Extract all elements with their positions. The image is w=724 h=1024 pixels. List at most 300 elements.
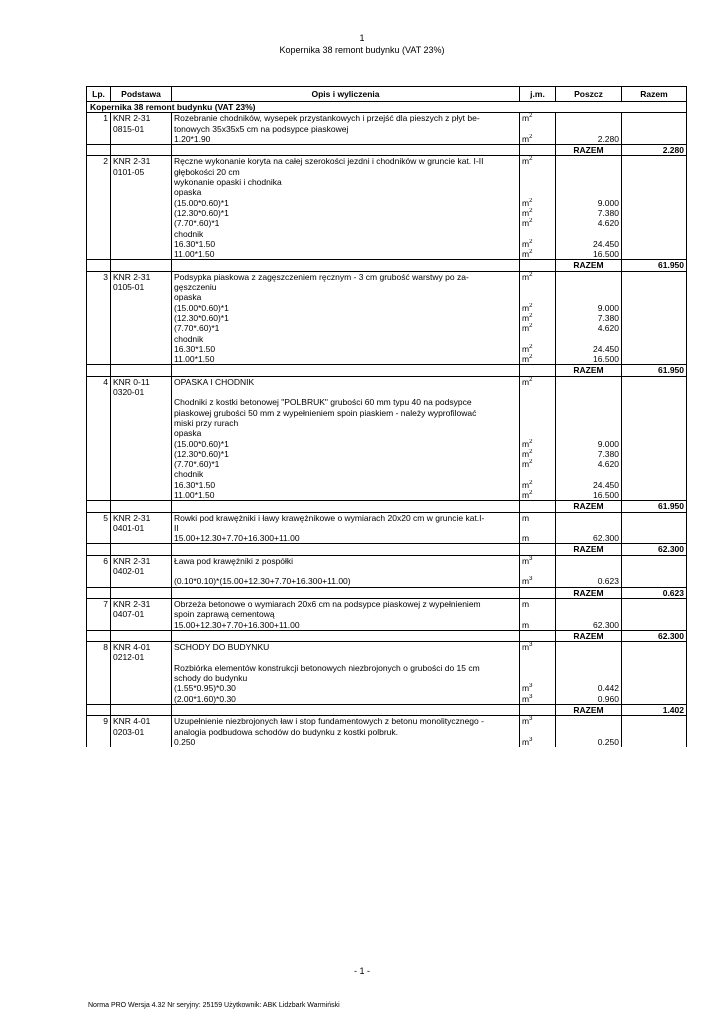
razem-row bbox=[87, 145, 687, 156]
table-row bbox=[87, 344, 687, 354]
unit-exponent: 2 bbox=[529, 438, 533, 445]
empty-cell bbox=[87, 469, 111, 479]
unit-symbol: m bbox=[522, 133, 530, 144]
empty-cell bbox=[111, 354, 172, 365]
empty-cell bbox=[111, 620, 172, 631]
empty-cell bbox=[87, 523, 111, 533]
position-basis: KNR 2-31 bbox=[111, 555, 172, 566]
position-description: Obrzeża betonowe o wymiarach 20x6 cm na podsypce piaskowej z wypełnieniem bbox=[172, 598, 520, 609]
empty-cell bbox=[111, 501, 172, 512]
empty-cell bbox=[172, 260, 520, 271]
partial-value: 2.280 bbox=[556, 134, 622, 145]
empty-cell bbox=[87, 439, 111, 449]
partial-value bbox=[556, 428, 622, 438]
partial-value bbox=[556, 124, 622, 134]
table-row bbox=[87, 218, 687, 228]
partial-value: 4.620 bbox=[556, 459, 622, 469]
empty-cell bbox=[87, 630, 111, 641]
razem-label: RAZEM bbox=[556, 145, 622, 156]
razem-row bbox=[87, 630, 687, 641]
unit-cell bbox=[520, 271, 556, 282]
position-description: (1.55*0.95)*0.30 bbox=[172, 683, 520, 693]
partial-value bbox=[556, 555, 622, 566]
partial-value: 16.500 bbox=[556, 354, 622, 365]
unit-exponent: 2 bbox=[529, 313, 533, 320]
position-basis: KNR 4-01 bbox=[111, 642, 172, 653]
unit-cell bbox=[520, 208, 556, 218]
unit-symbol: m bbox=[522, 323, 530, 334]
empty-cell bbox=[622, 229, 687, 239]
unit-symbol: m bbox=[522, 113, 530, 124]
empty-cell bbox=[87, 208, 111, 218]
unit-cell bbox=[520, 292, 556, 302]
position-description: spoin zaprawą cementową bbox=[172, 609, 520, 619]
partial-value: 62.300 bbox=[556, 533, 622, 544]
unit-symbol: m bbox=[522, 197, 530, 208]
table-row bbox=[87, 598, 687, 609]
empty-cell bbox=[87, 260, 111, 271]
partial-value bbox=[556, 566, 622, 576]
unit-cell bbox=[520, 449, 556, 459]
empty-cell bbox=[87, 249, 111, 260]
empty-cell bbox=[622, 113, 687, 124]
partial-value: 0.250 bbox=[556, 737, 622, 747]
empty-cell bbox=[622, 727, 687, 737]
unit-symbol: m bbox=[522, 736, 530, 747]
empty-cell bbox=[622, 642, 687, 653]
position-description: (7.70*.60)*1 bbox=[172, 323, 520, 333]
position-description: SCHODY DO BUDYNKU bbox=[172, 642, 520, 653]
position-number: 6 bbox=[87, 555, 111, 566]
position-basis: KNR 0-11 bbox=[111, 376, 172, 387]
position-basis: 0105-01 bbox=[111, 282, 172, 292]
section-title: Kopernika 38 remont budynku (VAT 23%) bbox=[87, 102, 687, 113]
empty-cell bbox=[622, 167, 687, 177]
razem-total: 1.402 bbox=[622, 704, 687, 715]
empty-cell bbox=[87, 187, 111, 197]
table-row bbox=[87, 156, 687, 167]
position-description: (0.10*0.10)*(15.00+12.30+7.70+16.300+11.00) bbox=[172, 576, 520, 587]
position-description: 11.00*1.50 bbox=[172, 490, 520, 501]
unit-cell bbox=[520, 282, 556, 292]
unit-cell bbox=[520, 387, 556, 397]
position-basis: 0401-01 bbox=[111, 523, 172, 533]
empty-cell bbox=[87, 576, 111, 587]
position-number: 5 bbox=[87, 512, 111, 523]
empty-cell bbox=[622, 576, 687, 587]
empty-cell bbox=[87, 354, 111, 365]
partial-value: 9.000 bbox=[556, 303, 622, 313]
position-description: (2.00*1.60)*0.30 bbox=[172, 694, 520, 704]
empty-cell bbox=[87, 218, 111, 228]
position-basis: KNR 2-31 bbox=[111, 598, 172, 609]
unit-cell bbox=[520, 459, 556, 469]
position-description: chodnik bbox=[172, 334, 520, 344]
position-description: 11.00*1.50 bbox=[172, 249, 520, 260]
position-description: 16.30*1.50 bbox=[172, 480, 520, 490]
empty-cell bbox=[87, 408, 111, 418]
razem-row bbox=[87, 260, 687, 271]
unit-cell bbox=[520, 694, 556, 704]
unit-cell bbox=[520, 620, 556, 631]
table-body bbox=[87, 102, 687, 748]
empty-cell bbox=[87, 418, 111, 428]
position-basis: 0815-01 bbox=[111, 124, 172, 134]
unit-symbol: m bbox=[522, 302, 530, 313]
empty-cell bbox=[111, 587, 172, 598]
position-description: 16.30*1.50 bbox=[172, 239, 520, 249]
unit-cell bbox=[520, 727, 556, 737]
empty-cell bbox=[111, 480, 172, 490]
footer-page-label: - 1 - bbox=[353, 966, 370, 976]
empty-cell bbox=[111, 418, 172, 428]
empty-cell bbox=[87, 365, 111, 376]
position-description: (15.00*0.60)*1 bbox=[172, 439, 520, 449]
empty-cell bbox=[622, 566, 687, 576]
empty-cell bbox=[622, 480, 687, 490]
empty-cell bbox=[111, 673, 172, 683]
razem-total: 61.950 bbox=[622, 365, 687, 376]
table-row bbox=[87, 134, 687, 145]
table-row bbox=[87, 716, 687, 727]
position-description bbox=[172, 566, 520, 576]
empty-cell bbox=[87, 727, 111, 737]
unit-symbol: m bbox=[522, 218, 530, 229]
empty-cell bbox=[87, 566, 111, 576]
position-description: 11.00*1.50 bbox=[172, 354, 520, 365]
empty-cell bbox=[622, 533, 687, 544]
razem-row bbox=[87, 365, 687, 376]
empty-cell bbox=[87, 313, 111, 323]
partial-value bbox=[556, 397, 622, 407]
empty-cell bbox=[111, 292, 172, 302]
unit-symbol: m bbox=[522, 249, 530, 260]
empty-cell bbox=[111, 663, 172, 673]
position-number: 1 bbox=[87, 113, 111, 124]
unit-exponent: 2 bbox=[529, 354, 533, 361]
unit-exponent: 3 bbox=[529, 683, 533, 690]
empty-cell bbox=[87, 694, 111, 704]
unit-cell bbox=[520, 642, 556, 653]
column-header-description: Opis i wyliczenia bbox=[172, 87, 520, 102]
empty-cell bbox=[111, 533, 172, 544]
cost-estimate-table bbox=[86, 86, 687, 747]
empty-cell bbox=[172, 145, 520, 156]
empty-cell bbox=[87, 177, 111, 187]
partial-value bbox=[556, 292, 622, 302]
empty-cell bbox=[87, 303, 111, 313]
table-row bbox=[87, 620, 687, 631]
unit-exponent: 2 bbox=[529, 197, 533, 204]
empty-cell bbox=[172, 630, 520, 641]
position-number: 8 bbox=[87, 642, 111, 653]
position-basis: KNR 2-31 bbox=[111, 113, 172, 124]
unit-exponent: 2 bbox=[529, 156, 533, 163]
unit-cell bbox=[520, 249, 556, 260]
partial-value: 9.000 bbox=[556, 439, 622, 449]
position-description: (7.70*.60)*1 bbox=[172, 218, 520, 228]
empty-cell bbox=[87, 334, 111, 344]
partial-value: 0.960 bbox=[556, 694, 622, 704]
position-description: 15.00+12.30+7.70+16.300+11.00 bbox=[172, 620, 520, 631]
partial-value bbox=[556, 642, 622, 653]
empty-cell bbox=[87, 282, 111, 292]
table-row bbox=[87, 124, 687, 134]
position-number: 9 bbox=[87, 716, 111, 727]
position-description: (12.30*0.60)*1 bbox=[172, 449, 520, 459]
partial-value bbox=[556, 113, 622, 124]
table-row bbox=[87, 737, 687, 747]
partial-value bbox=[556, 167, 622, 177]
section-row bbox=[87, 102, 687, 113]
empty-cell bbox=[622, 673, 687, 683]
empty-cell bbox=[622, 652, 687, 662]
unit-cell bbox=[520, 313, 556, 323]
unit-cell bbox=[520, 480, 556, 490]
position-description: Rozbiórka elementów konstrukcji betonowych niezbrojonych o grubości do 15 cm bbox=[172, 663, 520, 673]
table-row bbox=[87, 292, 687, 302]
table-row bbox=[87, 576, 687, 587]
position-description: Rowki pod krawężniki i ławy krawężnikowe o wymiarach 20x20 cm w gruncie kat.I- bbox=[172, 512, 520, 523]
empty-cell bbox=[111, 344, 172, 354]
column-header-lp: Lp. bbox=[87, 87, 111, 102]
table-row bbox=[87, 523, 687, 533]
unit-cell bbox=[520, 397, 556, 407]
partial-value bbox=[556, 408, 622, 418]
partial-value: 7.380 bbox=[556, 313, 622, 323]
unit-exponent: 3 bbox=[529, 576, 533, 583]
position-description: (15.00*0.60)*1 bbox=[172, 198, 520, 208]
unit-cell bbox=[520, 229, 556, 239]
table-row bbox=[87, 727, 687, 737]
position-basis: KNR 2-31 bbox=[111, 156, 172, 167]
empty-cell bbox=[87, 652, 111, 662]
unit-cell bbox=[520, 124, 556, 134]
position-number: 4 bbox=[87, 376, 111, 387]
position-description: OPASKA I CHODNIK bbox=[172, 376, 520, 387]
unit-cell bbox=[520, 652, 556, 662]
empty-cell bbox=[87, 480, 111, 490]
partial-value: 24.450 bbox=[556, 344, 622, 354]
empty-cell bbox=[622, 490, 687, 501]
table-row bbox=[87, 459, 687, 469]
table-row bbox=[87, 387, 687, 397]
unit-symbol: m bbox=[522, 489, 530, 500]
unit-symbol: m bbox=[522, 533, 530, 544]
partial-value bbox=[556, 282, 622, 292]
table-row bbox=[87, 187, 687, 197]
empty-cell bbox=[111, 683, 172, 693]
unit-exponent: 3 bbox=[529, 736, 533, 743]
empty-cell bbox=[111, 313, 172, 323]
position-description: piaskowej grubości 50 mm z wypełnieniem spoin piaskiem - należy wyprofilować bbox=[172, 408, 520, 418]
unit-symbol: m bbox=[522, 448, 530, 459]
unit-cell bbox=[520, 354, 556, 365]
partial-value bbox=[556, 187, 622, 197]
empty-cell bbox=[520, 365, 556, 376]
table-row bbox=[87, 271, 687, 282]
unit-cell bbox=[520, 376, 556, 387]
unit-symbol: m bbox=[522, 354, 530, 365]
position-basis: 0402-01 bbox=[111, 566, 172, 576]
empty-cell bbox=[111, 239, 172, 249]
empty-cell bbox=[111, 134, 172, 145]
empty-cell bbox=[622, 208, 687, 218]
unit-cell bbox=[520, 134, 556, 145]
unit-exponent: 3 bbox=[529, 642, 533, 649]
empty-cell bbox=[111, 365, 172, 376]
column-header-partial: Poszcz bbox=[556, 87, 622, 102]
empty-cell bbox=[111, 449, 172, 459]
table-row bbox=[87, 177, 687, 187]
table-row bbox=[87, 609, 687, 619]
razem-row bbox=[87, 587, 687, 598]
partial-value: 16.500 bbox=[556, 249, 622, 260]
empty-cell bbox=[111, 260, 172, 271]
position-description: Uzupełnienie niezbrojonych ław i stop fundamentowych z betonu monolitycznego - bbox=[172, 716, 520, 727]
empty-cell bbox=[87, 198, 111, 208]
unit-cell bbox=[520, 177, 556, 187]
partial-value bbox=[556, 523, 622, 533]
unit-cell bbox=[520, 737, 556, 747]
razem-label: RAZEM bbox=[556, 630, 622, 641]
position-description: miski przy rurach bbox=[172, 418, 520, 428]
position-basis: 0407-01 bbox=[111, 609, 172, 619]
empty-cell bbox=[87, 673, 111, 683]
partial-value bbox=[556, 598, 622, 609]
empty-cell bbox=[172, 365, 520, 376]
empty-cell bbox=[622, 716, 687, 727]
document-title: Kopernika 38 remont budynku (VAT 23%) bbox=[279, 45, 445, 55]
empty-cell bbox=[87, 663, 111, 673]
unit-cell bbox=[520, 566, 556, 576]
unit-cell bbox=[520, 156, 556, 167]
unit-exponent: 2 bbox=[529, 323, 533, 330]
empty-cell bbox=[87, 344, 111, 354]
position-basis: 0320-01 bbox=[111, 387, 172, 397]
position-description: chodnik bbox=[172, 469, 520, 479]
empty-cell bbox=[622, 271, 687, 282]
unit-cell bbox=[520, 239, 556, 249]
position-basis: 0101-05 bbox=[111, 167, 172, 177]
empty-cell bbox=[172, 501, 520, 512]
table-row bbox=[87, 408, 687, 418]
unit-symbol: m bbox=[522, 683, 530, 694]
table-row bbox=[87, 249, 687, 260]
position-description: Ręczne wykonanie koryta na całej szerokości jezdni i chodników w gruncie kat. I-II bbox=[172, 156, 520, 167]
empty-cell bbox=[87, 229, 111, 239]
table-row bbox=[87, 397, 687, 407]
unit-symbol: m bbox=[522, 312, 530, 323]
empty-cell bbox=[87, 397, 111, 407]
position-description: (7.70*.60)*1 bbox=[172, 459, 520, 469]
table-row bbox=[87, 566, 687, 576]
empty-cell bbox=[172, 544, 520, 555]
empty-cell bbox=[87, 704, 111, 715]
position-description: głębokości 20 cm bbox=[172, 167, 520, 177]
unit-symbol: m bbox=[522, 459, 530, 470]
empty-cell bbox=[622, 449, 687, 459]
unit-cell bbox=[520, 663, 556, 673]
table-row bbox=[87, 239, 687, 249]
unit-symbol: m bbox=[522, 271, 530, 282]
empty-cell bbox=[111, 397, 172, 407]
empty-cell bbox=[87, 167, 111, 177]
partial-value: 0.442 bbox=[556, 683, 622, 693]
empty-cell bbox=[111, 737, 172, 747]
empty-cell bbox=[111, 704, 172, 715]
empty-cell bbox=[111, 408, 172, 418]
table-row bbox=[87, 642, 687, 653]
empty-cell bbox=[622, 408, 687, 418]
table-row bbox=[87, 512, 687, 523]
empty-cell bbox=[622, 187, 687, 197]
empty-cell bbox=[111, 334, 172, 344]
position-description: gęszczeniu bbox=[172, 282, 520, 292]
unit-exponent: 2 bbox=[529, 376, 533, 383]
empty-cell bbox=[111, 428, 172, 438]
table-row bbox=[87, 439, 687, 449]
empty-cell bbox=[622, 177, 687, 187]
empty-cell bbox=[87, 609, 111, 619]
partial-value: 9.000 bbox=[556, 198, 622, 208]
partial-value: 7.380 bbox=[556, 208, 622, 218]
position-description: (12.30*0.60)*1 bbox=[172, 313, 520, 323]
empty-cell bbox=[111, 249, 172, 260]
unit-exponent: 3 bbox=[529, 716, 533, 723]
unit-symbol: m bbox=[522, 512, 530, 523]
partial-value: 7.380 bbox=[556, 449, 622, 459]
partial-value: 24.450 bbox=[556, 480, 622, 490]
column-header-total: Razem bbox=[622, 87, 687, 102]
empty-cell bbox=[111, 544, 172, 555]
position-description: (12.30*0.60)*1 bbox=[172, 208, 520, 218]
table-row bbox=[87, 229, 687, 239]
position-description: analogia podbudowa schodów do budynku z kostki polbruk. bbox=[172, 727, 520, 737]
position-basis: 0203-01 bbox=[111, 727, 172, 737]
table-row bbox=[87, 354, 687, 365]
empty-cell bbox=[87, 501, 111, 512]
unit-cell bbox=[520, 218, 556, 228]
partial-value bbox=[556, 673, 622, 683]
unit-cell bbox=[520, 439, 556, 449]
partial-value bbox=[556, 387, 622, 397]
position-number: 3 bbox=[87, 271, 111, 282]
razem-total: 61.950 bbox=[622, 260, 687, 271]
table-row bbox=[87, 113, 687, 124]
table-row bbox=[87, 334, 687, 344]
unit-exponent: 3 bbox=[529, 693, 533, 700]
table-row bbox=[87, 303, 687, 313]
table-header-row bbox=[87, 87, 687, 102]
razem-row bbox=[87, 704, 687, 715]
unit-exponent: 3 bbox=[529, 555, 533, 562]
unit-cell bbox=[520, 576, 556, 587]
empty-cell bbox=[622, 459, 687, 469]
unit-cell bbox=[520, 673, 556, 683]
empty-cell bbox=[111, 145, 172, 156]
empty-cell bbox=[87, 134, 111, 145]
empty-cell bbox=[111, 187, 172, 197]
unit-symbol: m bbox=[522, 376, 530, 387]
partial-value bbox=[556, 652, 622, 662]
razem-row bbox=[87, 501, 687, 512]
partial-value bbox=[556, 512, 622, 523]
empty-cell bbox=[87, 683, 111, 693]
table-row bbox=[87, 694, 687, 704]
table-row bbox=[87, 313, 687, 323]
empty-cell bbox=[622, 313, 687, 323]
